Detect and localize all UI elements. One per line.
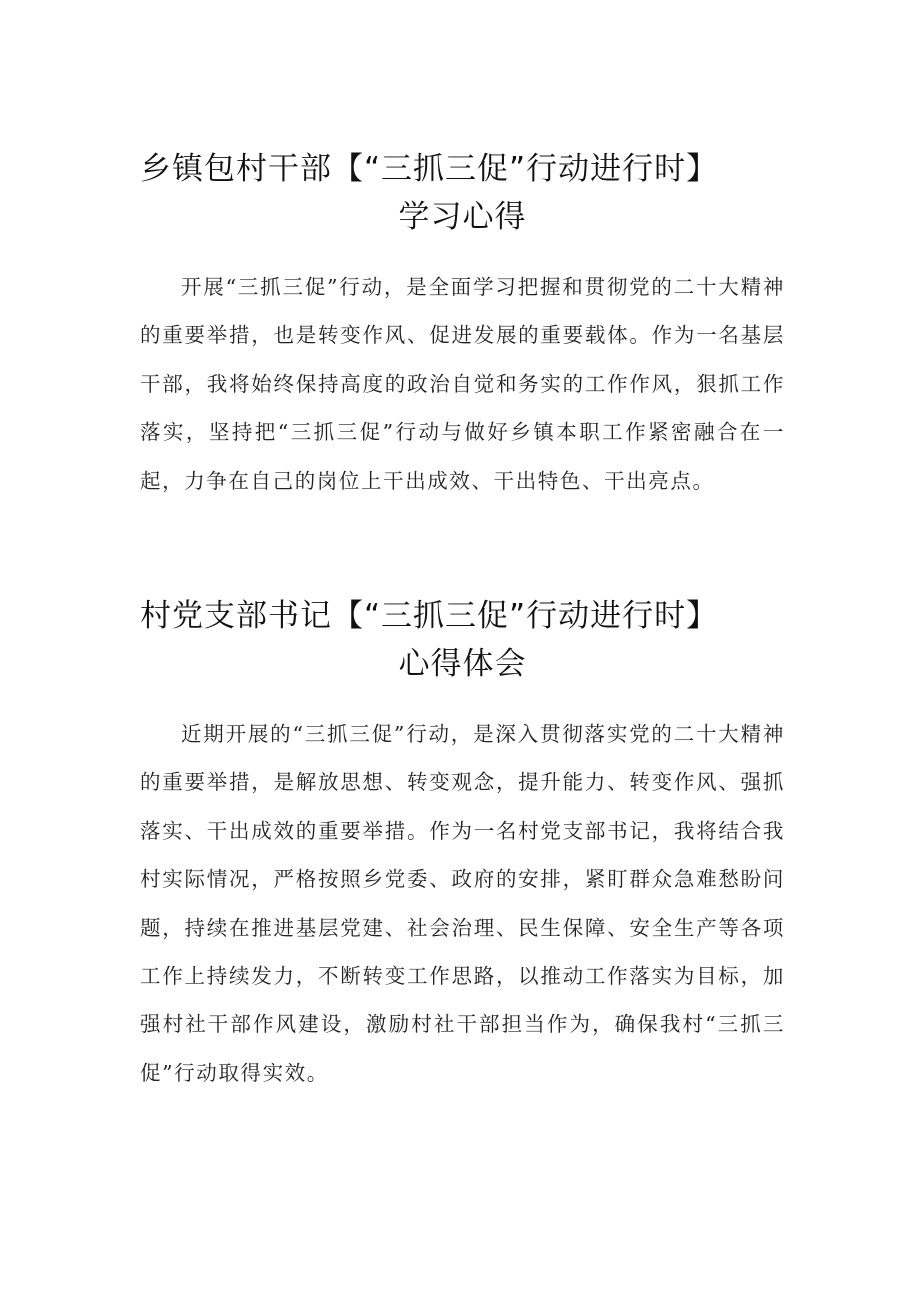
- article-title-line-1: 村党支部书记【“三抓三促”行动进行时】: [140, 598, 719, 634]
- article-title-line-2: 学习心得: [398, 199, 527, 235]
- article-body-paragraph: 近期开展的“三抓三促”行动，是深入贯彻落实党的二十大精神的重要举措，是解放思想、转变观念，提升能力、转变作风、强抓落实、干出成效的重要举措。作为一名村党支部书记，我将结合我村实际情况，严格按照乡党委、政府的安排，紧盯群众急难愁盼问题，持续在推进基层党建、社会治理、民生保障、安全生产等各项工作上持续发力，不断转变工作思路，以推动工作落实为目标，加强村社干部作风建设，激励村社干部担当作为，确保我村“三抓三促”行动取得实效。: [140, 722, 785, 1085]
- article-title-line-1: 乡镇包村干部【“三抓三促”行动进行时】: [140, 151, 719, 187]
- article-body-paragraph: 开展“三抓三促”行动，是全面学习把握和贯彻党的二十大精神的重要举措，也是转变作风、促进发展的重要载体。作为一名基层干部，我将始终保持高度的政治自觉和务实的工作作风，狠抓工作落实，坚持把“三抓三促”行动与做好乡镇本职工作紧密融合在一起，力争在自己的岗位上干出成效、干出特色、干出亮点。: [140, 275, 785, 493]
- article-section-2: [140, 592, 785, 1097]
- article-title-line-2: 心得体会: [398, 646, 527, 682]
- article-section-1: [140, 145, 785, 505]
